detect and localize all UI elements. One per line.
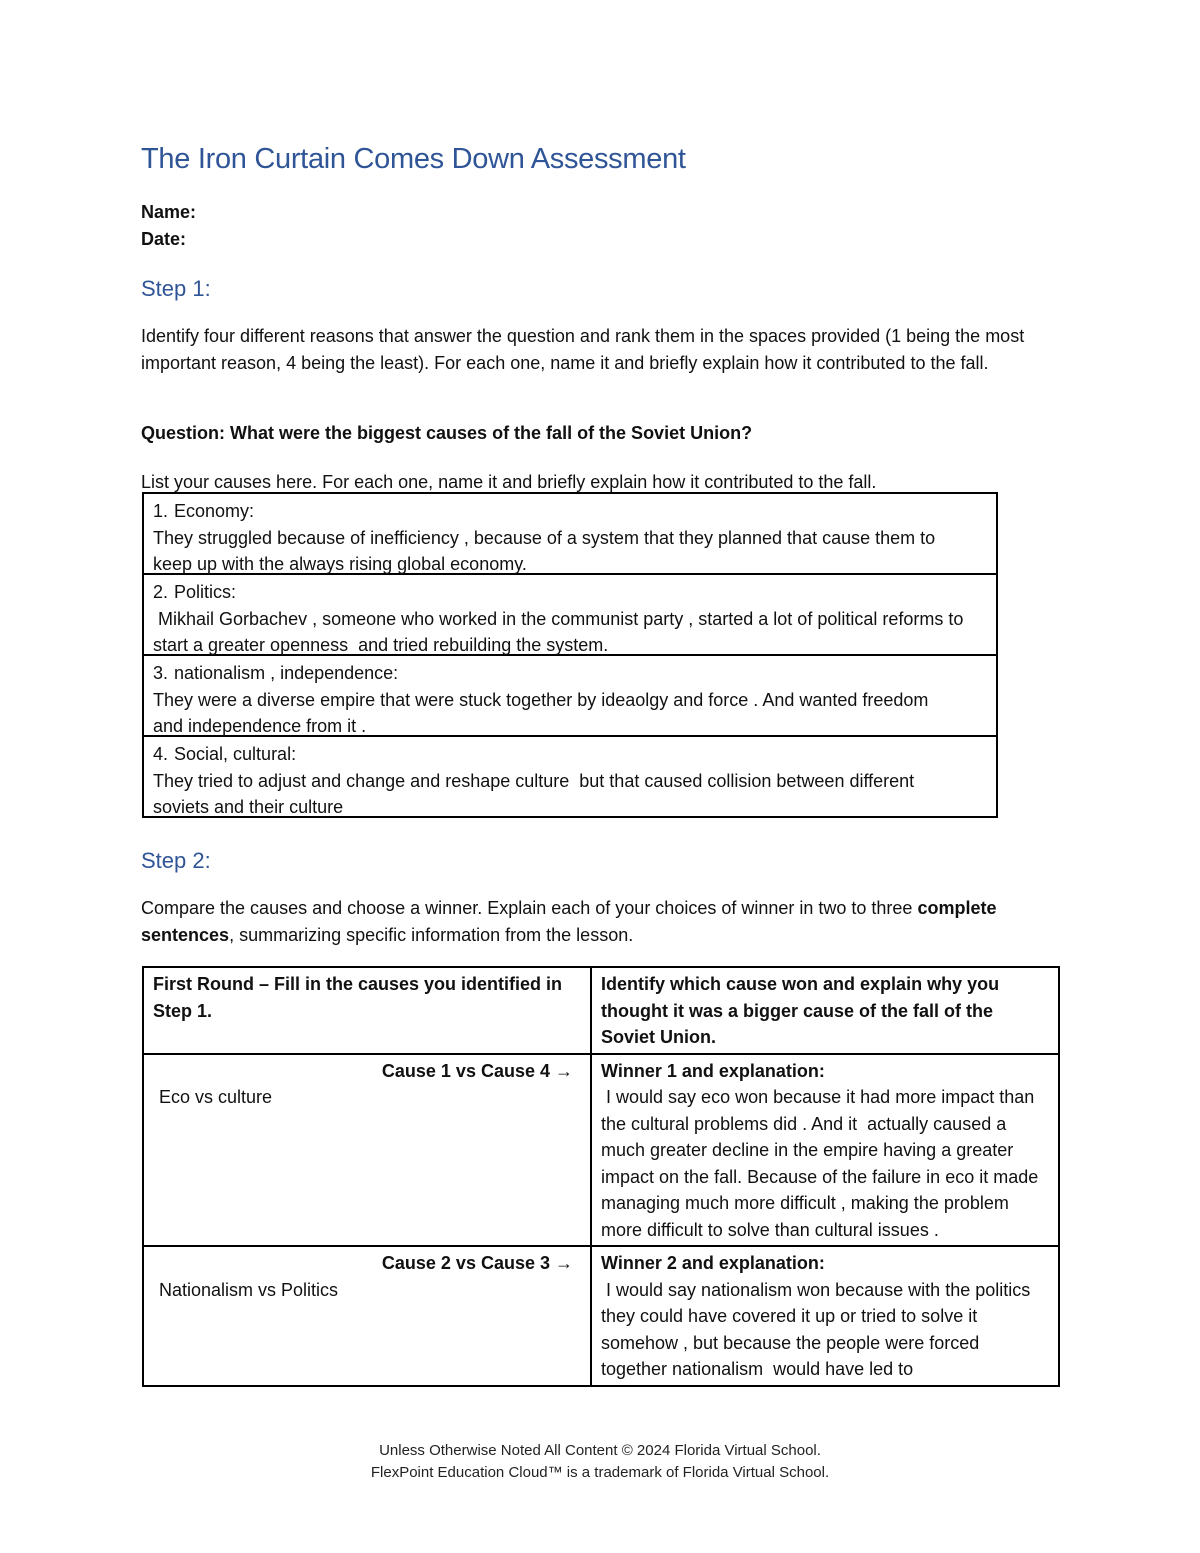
page-title: The Iron Curtain Comes Down Assessment: [141, 143, 686, 175]
cause-name: Economy:: [174, 501, 255, 521]
cause-heading: [153, 660, 987, 687]
matchup-cell: [143, 1054, 591, 1247]
cause-row: [144, 656, 996, 737]
cause-row: [144, 575, 996, 656]
winner-label: Winner 2 and explanation:: [601, 1253, 825, 1273]
winner-label: Winner 1 and explanation:: [601, 1060, 825, 1081]
cause-name: Politics:: [174, 582, 237, 602]
causes-list-prompt: List your causes here. For each one, name it and briefly explain how it contributed to the fall.: [141, 472, 877, 492]
causes-table: [142, 492, 998, 818]
cause-explanation: They tried to adjust and change and reshape culture but that caused collision between different soviets and their culture: [153, 770, 920, 817]
matchup-label: Cause 2 vs Cause 3 →: [381, 1253, 573, 1273]
cause-number: 3.: [153, 663, 169, 683]
cause-explanation: Mikhail Gorbachev , someone who worked in the communist party , started a lot of political reforms to start a greater openness and tried rebuilding the system.: [153, 608, 969, 655]
cause-number: 1.: [153, 501, 169, 521]
date-label: Date:: [141, 229, 187, 249]
step1-instructions: Identify four different reasons that answer the question and rank them in the spaces provided (1 being the most important reason, 4 being the least). For each one, name it and briefly explain how it contributed to the fall.: [141, 326, 1025, 373]
header-right-cell: Identify which cause won and explain why you thought it was a bigger cause of the fall of the Soviet Union.: [591, 967, 1059, 1054]
winner-cell: [591, 1246, 1059, 1386]
cause-explanation: They struggled because of inefficiency , because of a system that they planned that cause them to keep up with the always rising global economy.: [153, 527, 936, 574]
winner-cell: [591, 1054, 1059, 1247]
footer: [0, 1440, 1200, 1484]
matchup-cell: [143, 1246, 591, 1386]
footer-trademark: FlexPoint Education Cloud™ is a trademark of Florida Virtual School.: [370, 1464, 830, 1481]
cause-number: 4.: [153, 744, 169, 764]
cause-heading: [153, 741, 987, 768]
step2-instructions: [141, 895, 1021, 948]
cause-heading: [153, 498, 987, 525]
table-row: [143, 1246, 1059, 1386]
matchup-pair: Eco vs culture: [159, 1087, 273, 1107]
table-row: [143, 1054, 1059, 1247]
step2-instructions-text-end: , summarizing specific information from the lesson.: [229, 924, 634, 945]
table-header-row: [143, 967, 1059, 1054]
matchup-pair: Nationalism vs Politics: [159, 1279, 339, 1300]
step1-heading: Step 1:: [141, 276, 211, 301]
step2-instructions-text: Compare the causes and choose a winner. Explain each of your choices of winner in two to three: [141, 898, 918, 918]
cause-explanation: They were a diverse empire that were stuck together by ideaolgy and force . And wanted freedom and independence from it .: [153, 689, 929, 736]
cause-name: Social, cultural:: [174, 744, 297, 764]
winner-explanation: I would say eco won because it had more impact than the cultural problems did . And it actually caused a much greater decline in the empire having a greater impact on the fall. Because of the failure in eco it made managing much more difficult , making the problem more difficult to solve than cultural issues .: [601, 1087, 1044, 1240]
footer-copyright: Unless Otherwise Noted All Content © 2024 Florida Virtual School.: [379, 1442, 821, 1459]
first-round-table: [142, 966, 1060, 1387]
cause-number: 2.: [153, 582, 169, 602]
name-label: Name:: [141, 202, 197, 222]
winner-explanation: I would say nationalism won because with the politics they could have covered it up or tried to solve it somehow , but because the people were forced together nationalism would have led to: [601, 1279, 1036, 1379]
matchup-label: Cause 1 vs Cause 4 →: [381, 1060, 573, 1081]
cause-row: [144, 494, 996, 575]
step1-question: Question: What were the biggest causes of the fall of the Soviet Union?: [141, 423, 753, 443]
step2-heading: Step 2:: [141, 848, 211, 873]
step2-instructions-bold: complete sentences: [141, 898, 997, 945]
cause-name: nationalism , independence:: [174, 663, 399, 683]
cause-row: [144, 737, 996, 816]
cause-heading: [153, 579, 987, 606]
header-left-cell: First Round – Fill in the causes you identified in Step 1.: [143, 967, 591, 1054]
